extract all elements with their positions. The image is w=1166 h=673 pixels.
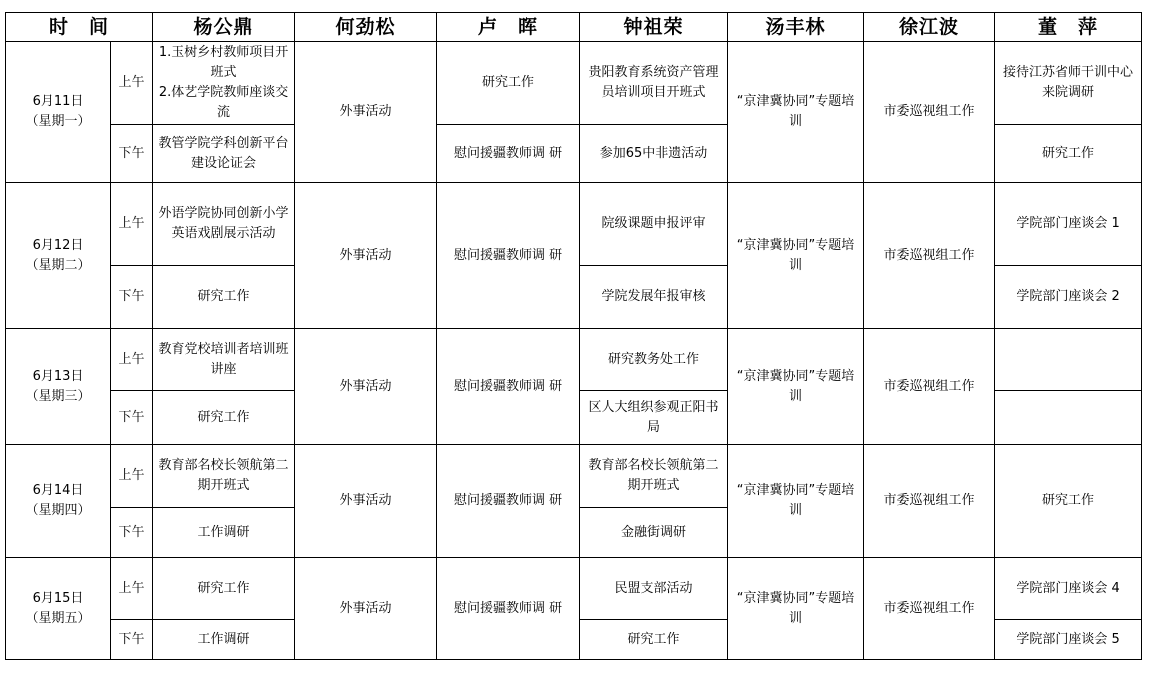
header-person: 卢 晖 xyxy=(437,13,580,42)
cell: “京津冀协同”专题培训 xyxy=(728,42,864,183)
cell xyxy=(995,391,1142,445)
cell: 研究工作 xyxy=(153,391,295,445)
cell: 教育部名校长领航第二期开班式 xyxy=(580,445,728,508)
header-person: 董 萍 xyxy=(995,13,1142,42)
half-day-label: 上午 xyxy=(111,183,153,266)
half-day-label: 上午 xyxy=(111,558,153,620)
cell: 研究工作 xyxy=(995,125,1142,183)
date-cell: 6月11日 （星期一） xyxy=(6,42,111,183)
half-day-label: 上午 xyxy=(111,445,153,508)
cell: 金融街调研 xyxy=(580,508,728,558)
schedule-table xyxy=(5,12,1142,660)
half-day-label: 下午 xyxy=(111,508,153,558)
cell: 研究工作 xyxy=(153,558,295,620)
cell: 市委巡视组工作 xyxy=(864,42,995,183)
cell: 市委巡视组工作 xyxy=(864,445,995,558)
cell: 外事活动 xyxy=(295,329,437,445)
cell: 教育党校培训者培训班讲座 xyxy=(153,329,295,391)
cell: 学院部门座谈会 2 xyxy=(995,266,1142,329)
cell: “京津冀协同”专题培训 xyxy=(728,329,864,445)
cell: 市委巡视组工作 xyxy=(864,329,995,445)
cell: 参加65中非遗活动 xyxy=(580,125,728,183)
cell: 院级课题申报评审 xyxy=(580,183,728,266)
cell: 慰问援疆教师调 研 xyxy=(437,183,580,329)
cell: 研究工作 xyxy=(995,445,1142,558)
table-row xyxy=(6,42,1142,125)
half-day-label: 下午 xyxy=(111,620,153,660)
cell: 慰问援疆教师调 研 xyxy=(437,329,580,445)
cell: 工作调研 xyxy=(153,508,295,558)
date-cell: 6月15日 （星期五） xyxy=(6,558,111,660)
cell: 学院发展年报审核 xyxy=(580,266,728,329)
header-person: 汤丰林 xyxy=(728,13,864,42)
cell: 研究工作 xyxy=(437,42,580,125)
cell: “京津冀协同”专题培训 xyxy=(728,183,864,329)
cell: 市委巡视组工作 xyxy=(864,558,995,660)
cell: 教管学院学科创新平台建设论证会 xyxy=(153,125,295,183)
header-person: 何劲松 xyxy=(295,13,437,42)
cell: 外语学院协同创新小学英语戏剧展示活动 xyxy=(153,183,295,266)
cell: 慰问援疆教师调 研 xyxy=(437,445,580,558)
cell: 民盟支部活动 xyxy=(580,558,728,620)
cell: 教育部名校长领航第二期开班式 xyxy=(153,445,295,508)
cell: 研究工作 xyxy=(153,266,295,329)
cell: 区人大组织参观正阳书局 xyxy=(580,391,728,445)
cell: 工作调研 xyxy=(153,620,295,660)
half-day-label: 下午 xyxy=(111,125,153,183)
table-row xyxy=(6,329,1142,391)
date-cell: 6月14日 （星期四） xyxy=(6,445,111,558)
cell: 慰问援疆教师调 研 xyxy=(437,125,580,183)
cell: “京津冀协同”专题培训 xyxy=(728,558,864,660)
date-cell: 6月12日 （星期二） xyxy=(6,183,111,329)
half-day-label: 下午 xyxy=(111,391,153,445)
table-row xyxy=(6,183,1142,266)
cell: 外事活动 xyxy=(295,445,437,558)
header-person: 钟祖荣 xyxy=(580,13,728,42)
cell: 贵阳教育系统资产管理员培训项目开班式 xyxy=(580,42,728,125)
cell: 学院部门座谈会 5 xyxy=(995,620,1142,660)
half-day-label: 下午 xyxy=(111,266,153,329)
header-person: 徐江波 xyxy=(864,13,995,42)
header-person: 杨公鼎 xyxy=(153,13,295,42)
cell: 慰问援疆教师调 研 xyxy=(437,558,580,660)
half-day-label: 上午 xyxy=(111,329,153,391)
half-day-label: 上午 xyxy=(111,42,153,125)
cell: 学院部门座谈会 4 xyxy=(995,558,1142,620)
cell xyxy=(995,329,1142,391)
cell: 学院部门座谈会 1 xyxy=(995,183,1142,266)
cell: 外事活动 xyxy=(295,42,437,183)
cell: 1.玉树乡村教师项目开班式 2.体艺学院教师座谈交流 xyxy=(153,42,295,125)
cell: 外事活动 xyxy=(295,558,437,660)
cell: 研究教务处工作 xyxy=(580,329,728,391)
table-row xyxy=(6,445,1142,508)
date-cell: 6月13日 （星期三） xyxy=(6,329,111,445)
header-row xyxy=(6,13,1142,42)
table-row xyxy=(6,558,1142,620)
cell: 市委巡视组工作 xyxy=(864,183,995,329)
cell: 外事活动 xyxy=(295,183,437,329)
cell: 研究工作 xyxy=(580,620,728,660)
cell: 接待江苏省师干训中心来院调研 xyxy=(995,42,1142,125)
cell: “京津冀协同”专题培训 xyxy=(728,445,864,558)
header-time: 时 间 xyxy=(6,13,153,42)
